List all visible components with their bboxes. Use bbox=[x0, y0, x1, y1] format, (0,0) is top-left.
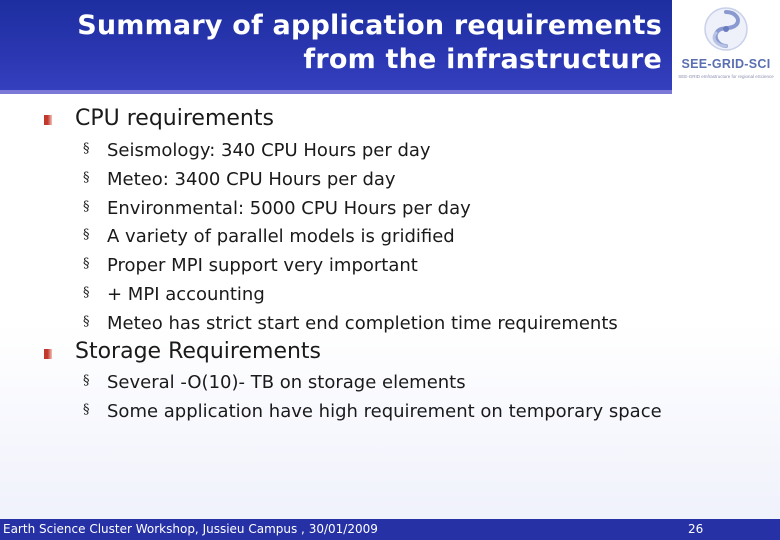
bullet-icon: § bbox=[83, 313, 90, 329]
header-underline bbox=[0, 90, 672, 94]
footer-caption: Earth Science Cluster Workshop, Jussieu Campus , 30/01/2009 bbox=[3, 522, 378, 536]
slide-title bbox=[22, 9, 662, 77]
logo-tagline: SEE-GRID eInfrastructure for regional eScience bbox=[678, 74, 774, 79]
section-heading-storage: Storage Requirements bbox=[75, 339, 322, 364]
bullet-icon: § bbox=[83, 401, 90, 417]
bullet-icon: § bbox=[83, 373, 90, 388]
page-number: 26 bbox=[688, 522, 704, 536]
bullet-icon: § bbox=[83, 169, 90, 185]
title-line-1: Summary of application requirements bbox=[77, 10, 662, 41]
bullet-icon: § bbox=[83, 284, 90, 300]
section-heading-cpu: CPU requirements bbox=[75, 106, 274, 131]
title-line-2: from the infrastructure bbox=[303, 44, 662, 75]
section-bullet-icon bbox=[44, 115, 52, 125]
bullet-icon: § bbox=[83, 227, 90, 243]
bullet-icon: § bbox=[83, 198, 90, 214]
slide-footer bbox=[0, 519, 780, 540]
swirl-logo-icon bbox=[703, 6, 749, 52]
section-bullet-icon bbox=[44, 349, 52, 359]
bullet-icon: § bbox=[83, 141, 90, 156]
bullet-icon: § bbox=[83, 256, 90, 272]
logo-name: SEE-GRID-SCI bbox=[681, 57, 771, 71]
see-grid-sci-logo bbox=[672, 0, 780, 93]
